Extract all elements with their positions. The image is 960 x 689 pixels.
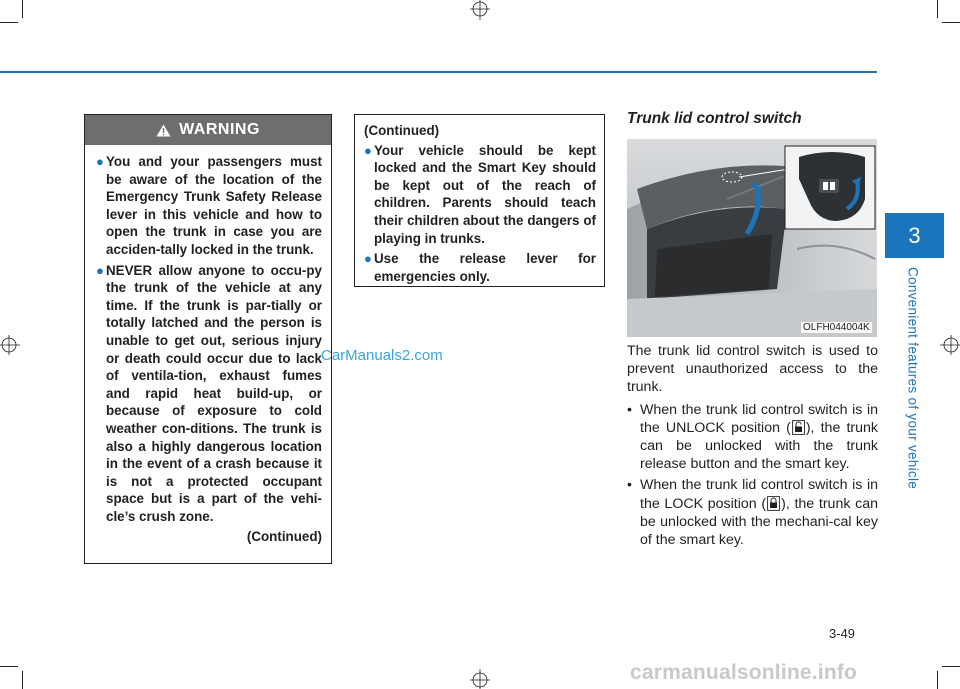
continued-item (364, 250, 596, 285)
chapter-title: Convenient features of your vehicle (905, 266, 921, 490)
page-number: 3-49 (829, 626, 856, 641)
list-item-text-start: When the trunk lid control switch is in the LOCK position ( (640, 477, 878, 512)
figure-code: OLFH044004K (803, 322, 870, 333)
warning-triangle-icon (156, 124, 171, 137)
list-item (627, 476, 878, 549)
list-item (627, 401, 878, 474)
list-item-text (640, 476, 878, 549)
warning-continued: (Continued) (246, 529, 322, 545)
warning-item (96, 262, 322, 526)
list-item-text (640, 401, 878, 474)
trunk-photo (627, 139, 877, 337)
lock-icon (767, 496, 780, 511)
crop-mark (942, 22, 960, 23)
registration-mark-top (467, 0, 493, 26)
crop-mark (937, 671, 938, 689)
warning-item (96, 153, 322, 259)
continued-box (354, 114, 605, 287)
crop-mark (22, 0, 23, 18)
continued-item-text: Use the release lever for emergencies only. (374, 251, 596, 284)
bullet-icon: • (627, 401, 632, 418)
crop-mark (22, 671, 23, 689)
warning-header (85, 115, 331, 145)
list-item-text-end: ), the trunk can be unlocked with the trunk release button and the smart key. (640, 419, 878, 473)
warning-title: WARNING (179, 121, 260, 138)
chapter-tab: 3 (885, 213, 944, 258)
bullet-icon: ● (96, 154, 104, 169)
continued-title: (Continued) (364, 123, 440, 138)
bullet-icon: • (627, 477, 632, 494)
bullet-icon: ● (96, 262, 104, 278)
crop-mark (942, 666, 960, 667)
registration-mark-bottom (467, 663, 493, 689)
list-item-text-end: ), the trunk can be unlocked with the mechani-cal key of the smart key. (640, 495, 878, 549)
warning-item-text: You and your passengers must be aware of the location of the Emergency Trunk Safety Release lever in this vehicle and how to open the trunk in case you are acciden-tally locked in the trunk. (106, 154, 322, 257)
crop-mark (937, 0, 938, 18)
continued-item (364, 142, 596, 248)
bullet-icon: ● (364, 142, 372, 158)
section-title: Trunk lid control switch (627, 110, 802, 127)
registration-mark-right (934, 332, 960, 358)
warning-box (84, 114, 332, 564)
watermark-footer[interactable]: carmanualsonline.info (630, 661, 858, 684)
registration-mark-left (0, 332, 26, 358)
crop-mark (0, 22, 18, 23)
watermark-link[interactable]: CarManuals2.com (321, 347, 443, 364)
warning-item-text: NEVER allow anyone to occu-py the trunk of the vehicle at any time. If the trunk is par-tially or totally latched and the person is unable to get out, serious injury or death could occur due to lack of ventila-tion, exhaust fumes and rapid heat build-up, or because of exposure to cold weather con-ditions. The trunk is also a highly dangerous location in the event of a crash because it is not a protected occupant space but is a part of the vehi-cle’s crush zone. (106, 262, 322, 524)
crop-mark (0, 666, 18, 667)
intro-paragraph: The trunk lid control switch is used to prevent unauthorized access to the trunk. (627, 343, 878, 396)
list-item-text-start: When the trunk lid control switch is in the UNLOCK position ( (640, 401, 878, 436)
bullet-icon: ● (364, 251, 372, 267)
section-body (627, 342, 878, 552)
continued-item-text: Your vehicle should be kept locked and the Smart Key should be kept out of the reach of children. Parents should teach their children about the dangers of playing in trunks. (374, 142, 596, 246)
unlock-icon (792, 420, 805, 435)
header-rule (0, 71, 877, 73)
